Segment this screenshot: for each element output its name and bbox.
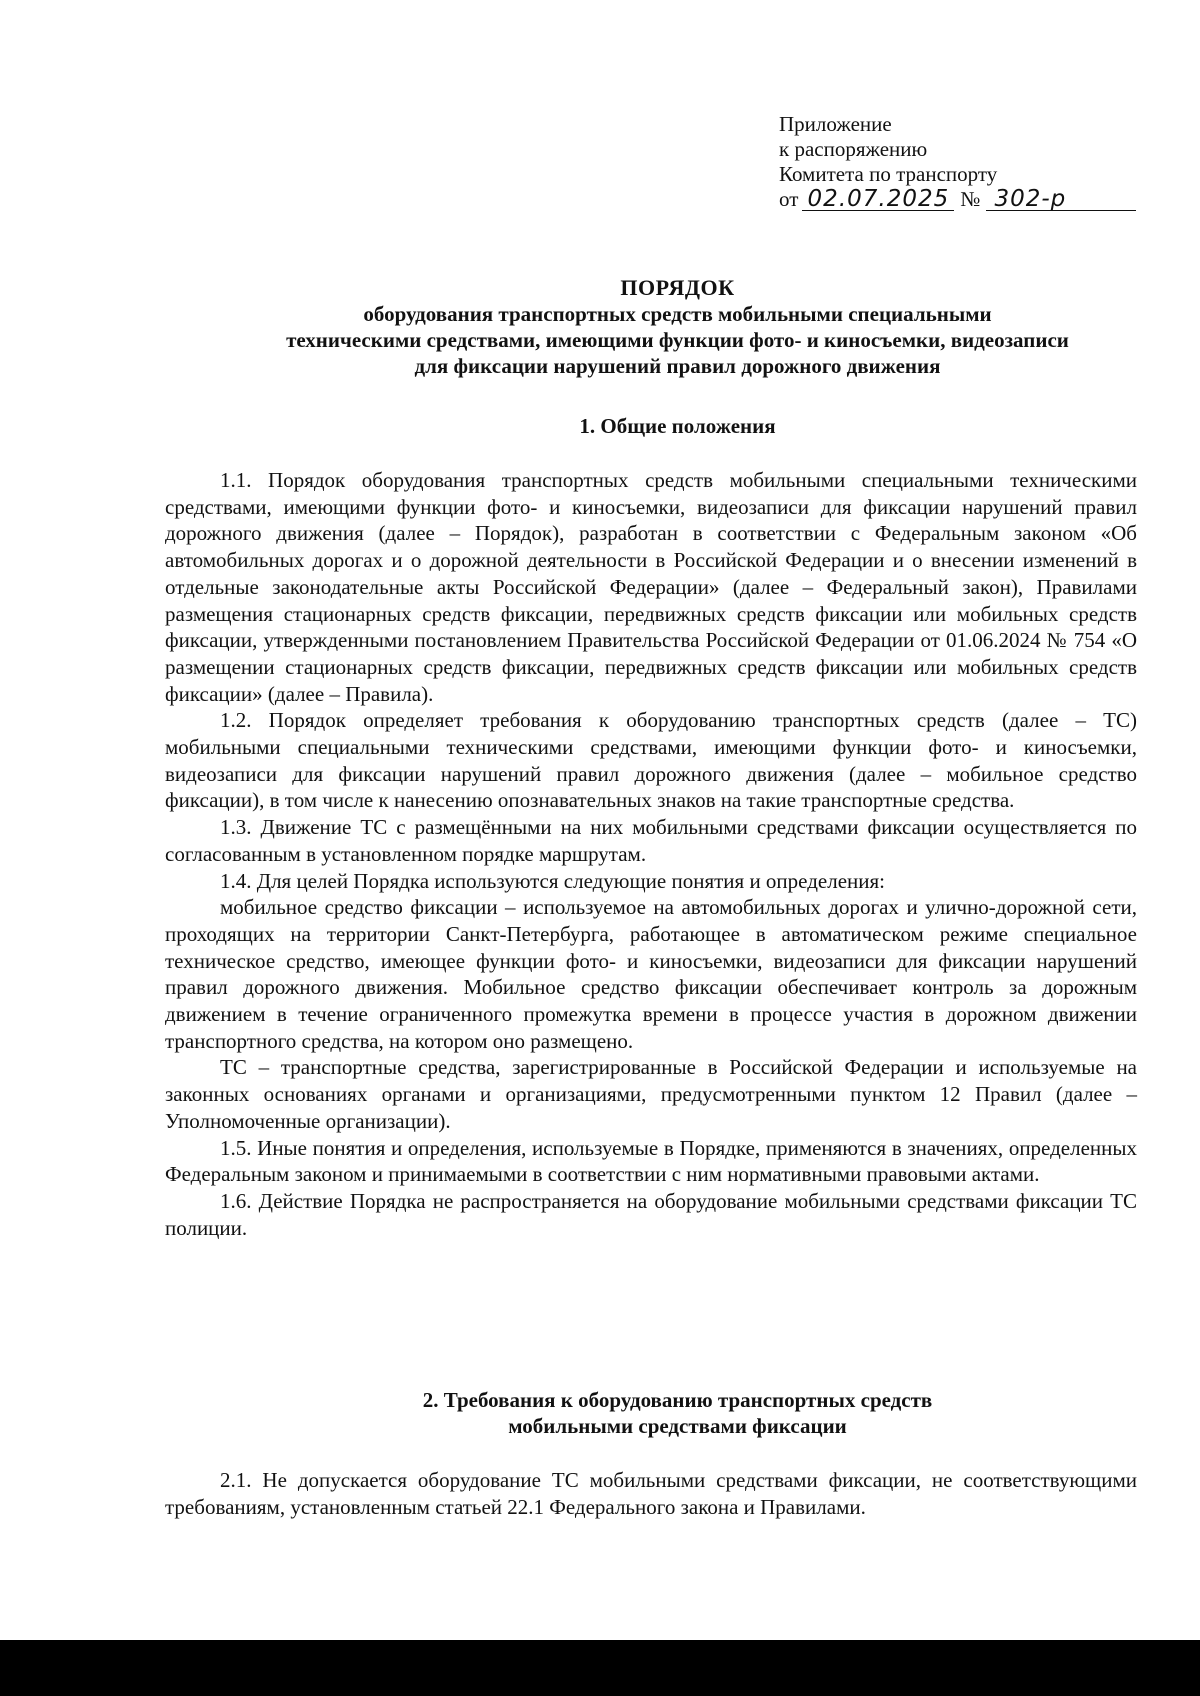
- title-line-3: для фиксации нарушений правил дорожного движения: [414, 354, 941, 378]
- document-title: [160, 275, 1195, 379]
- date-prefix: от: [779, 187, 799, 211]
- title-line-1: оборудования транспортных средств мобильными специальными: [363, 302, 992, 326]
- paragraph-1-5: 1.5. Иные понятия и определения, используемые в Порядке, применяются в значениях, определенных Федеральным законом и принимаемыми в соответствии с ним нормативными правовыми актами.: [165, 1135, 1137, 1187]
- number-prefix: №: [960, 187, 981, 211]
- paragraph-2-1: 2.1. Не допускается оборудование ТС мобильными средствами фиксации, не соответствующими требованиям, установленным статьей 22.1 Федерального закона и Правилами.: [165, 1468, 1137, 1519]
- definition-ts: ТС – транспортные средства, зарегистрированные в Российской Федерации и используемые на законных основаниях органами и организациями, предусмотренными пунктом 12 Правил (далее – Уполномоченные организации).: [165, 1055, 1137, 1133]
- paragraph-1-1: 1.1. Порядок оборудования транспортных средств мобильными специальными техническими средствами, имеющими функции фото- и киносъемки, видеозаписи для фиксации нарушений правил дорожного движения (далее – Порядок), разработан в соответствии с Федеральным законом «Об автомобильных дорогах и о дорожной деятельности в Российской Федерации и о внесении изменений в отдельные законодательные акты Российской Федерации» (далее – Федеральный закон), Правилами размещения стационарных средств фиксации, передвижных средств фиксации или мобильных средств фиксации, утвержденными постановлением Правительства Российской Федерации от 01.06.2024 № 754 «О размещении стационарных средств фиксации, передвижных средств фиксации или мобильных средств фиксации» (далее – Правила).: [165, 468, 1137, 706]
- paragraph-1-3: 1.3. Движение ТС с размещёнными на них мобильными средствами фиксации осуществляется по согласованным в установленном порядке маршрутам.: [165, 815, 1137, 866]
- scan-bottom-border: [0, 1640, 1200, 1696]
- title-main: ПОРЯДОК: [620, 275, 735, 300]
- order-date-number-line: [779, 187, 1139, 212]
- appendix-label: Приложение: [779, 112, 892, 136]
- section-1-heading: 1. Общие положения: [579, 414, 776, 438]
- section-1-body: [165, 467, 1137, 1241]
- appendix-issuer: Комитета по транспорту: [779, 162, 998, 186]
- appendix-block: [779, 112, 1139, 212]
- title-line-2: техническими средствами, имеющими функции фото- и киносъемки, видеозаписи: [286, 328, 1069, 352]
- handwritten-number: 302-р: [986, 188, 1136, 211]
- definition-mobile-device: мобильное средство фиксации – используемое на автомобильных дорогах и улично-дорожной сети, проходящих на территории Санкт-Петербурга, работающее в автоматическом режиме специальное техническое средство, имеющее функции фото- и киносъемки, видеозаписи для фиксации нарушений правил дорожного движения. Мобильное средство фиксации обеспечивает контроль за дорожным движением в течение ограниченного промежутка времени в процессе участия в дорожном движении транспортного средства, на котором оно размещено.: [165, 895, 1137, 1053]
- appendix-reference: к распоряжению: [779, 137, 928, 161]
- handwritten-date: 02.07.2025: [802, 188, 954, 211]
- section-2-heading-line-1: 2. Требования к оборудованию транспортных средств: [422, 1388, 933, 1412]
- paragraph-1-6: 1.6. Действие Порядка не распространяется на оборудование мобильными средствами фиксации ТС полиции.: [165, 1188, 1137, 1240]
- section-2-heading: [160, 1387, 1195, 1439]
- paragraph-1-4: 1.4. Для целей Порядка используются следующие понятия и определения:: [220, 868, 885, 893]
- section-2-body: [165, 1467, 1137, 1520]
- section-2-heading-line-2: мобильными средствами фиксации: [508, 1414, 847, 1438]
- paragraph-1-2: 1.2. Порядок определяет требования к оборудованию транспортных средств (далее – ТС) мобильными специальными техническими средствами, имеющими функции фото- и киносъемки, видеозаписи для фиксации нарушений правил дорожного движения (далее – мобильное средство фиксации), в том числе к нанесению опознавательных знаков на такие транспортные средства.: [165, 708, 1137, 813]
